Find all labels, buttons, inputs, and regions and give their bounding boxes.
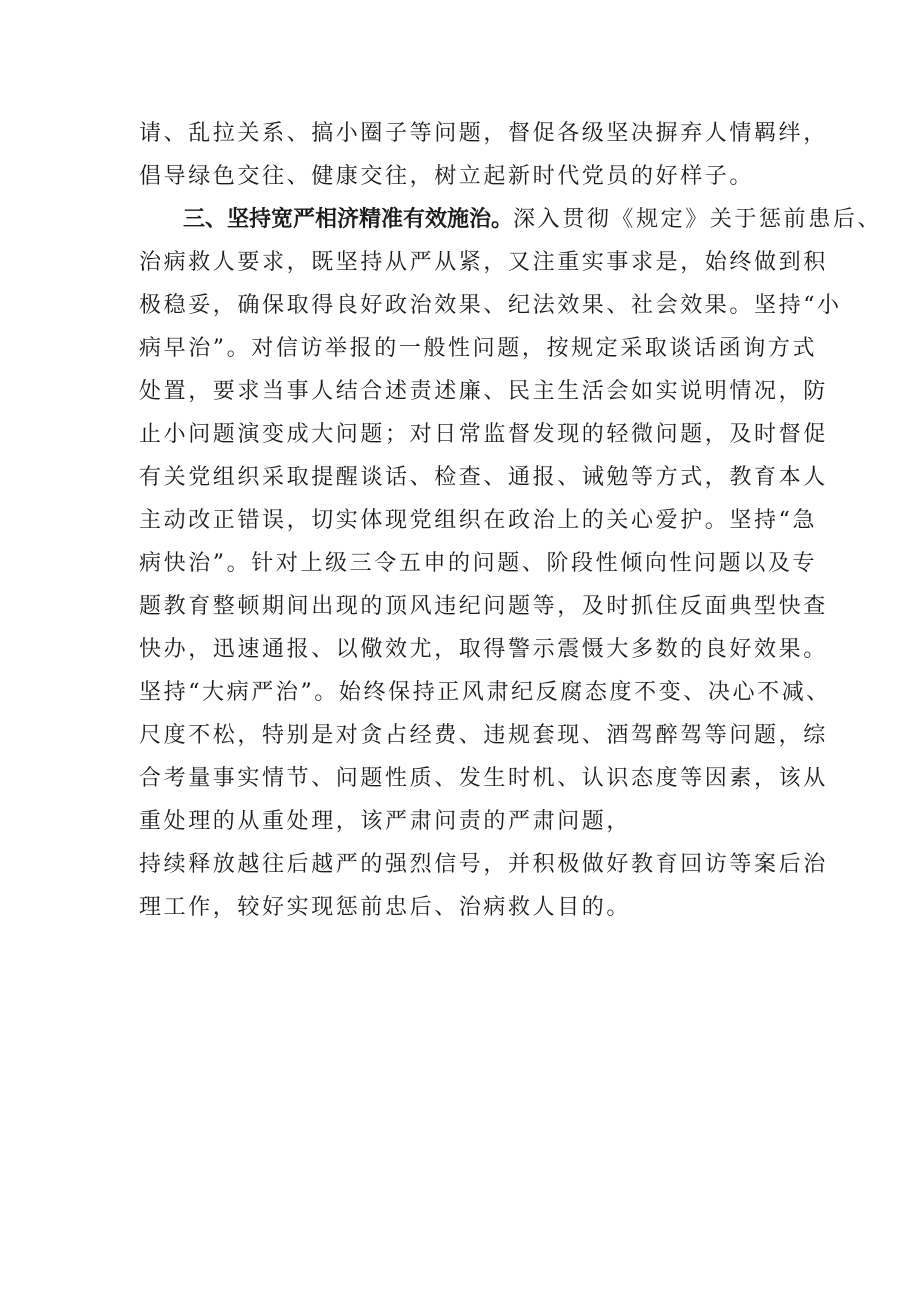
text-line: 理工作，较好实现惩前忠后、治病救人目的。 xyxy=(139,895,632,920)
text-line: 极稳妥，确保取得良好政治效果、纪法效果、社会效果。坚持“小 xyxy=(139,293,842,318)
text-line: 病快治”。针对上级三令五申的问题、阶段性倾向性问题以及专 xyxy=(139,551,818,576)
text-line: 有关党组织采取提醒谈话、检查、通报、诫勉等方式，教育本人 xyxy=(139,465,828,490)
text-line: 请、乱拉关系、搞小圈子等问题，督促各级坚决摒弃人情羁绊， xyxy=(139,121,828,146)
text-line: 快办，迅速通报、以儆效尤，取得警示震慑大多数的良好效果。 xyxy=(139,637,828,662)
text-line: 治病救人要求，既坚持从严从紧，又注重实事求是，始终做到积 xyxy=(139,250,828,275)
section-heading: 三、坚持宽严相济精准有效施治。 xyxy=(183,207,514,232)
text-line: 合考量事实情节、问题性质、发生时机、认识态度等因素，该从 xyxy=(139,766,828,791)
text-line: 病早治”。对信访举报的一般性问题，按规定采取谈话函询方式 xyxy=(139,336,818,361)
paragraph-continued xyxy=(139,112,828,198)
text-line: 坚持“大病严治”。始终保持正风肃纪反腐态度不变、决心不减、 xyxy=(139,680,831,705)
text-line: 题教育整顿期间出现的顶风违纪问题等，及时抓住反面典型快查 xyxy=(139,594,828,619)
text-line xyxy=(139,198,883,241)
text-line: 持续释放越往后越严的强烈信号，并积极做好教育回访等案后治 xyxy=(139,852,828,877)
text-span: 深入贯彻《规定》关于惩前患后、 xyxy=(513,207,883,232)
paragraph-section-three xyxy=(139,198,883,929)
text-line: 尺度不松，特别是对贪占经费、违规套现、酒驾醉驾等问题，综 xyxy=(139,723,828,748)
text-line: 重处理的从重处理，该严肃问责的严肃问题， xyxy=(139,809,632,834)
document-body xyxy=(139,112,883,929)
text-line: 主动改正错误，切实体现党组织在政治上的关心爱护。坚持“急 xyxy=(139,508,818,533)
text-line: 处置，要求当事人结合述责述廉、民主生活会如实说明情况，防 xyxy=(139,379,828,404)
text-line: 倡导绿色交往、健康交往，树立起新时代党员的好样子。 xyxy=(139,164,755,189)
text-line: 止小问题演变成大问题；对日常监督发现的轻微问题，及时督促 xyxy=(139,422,828,447)
